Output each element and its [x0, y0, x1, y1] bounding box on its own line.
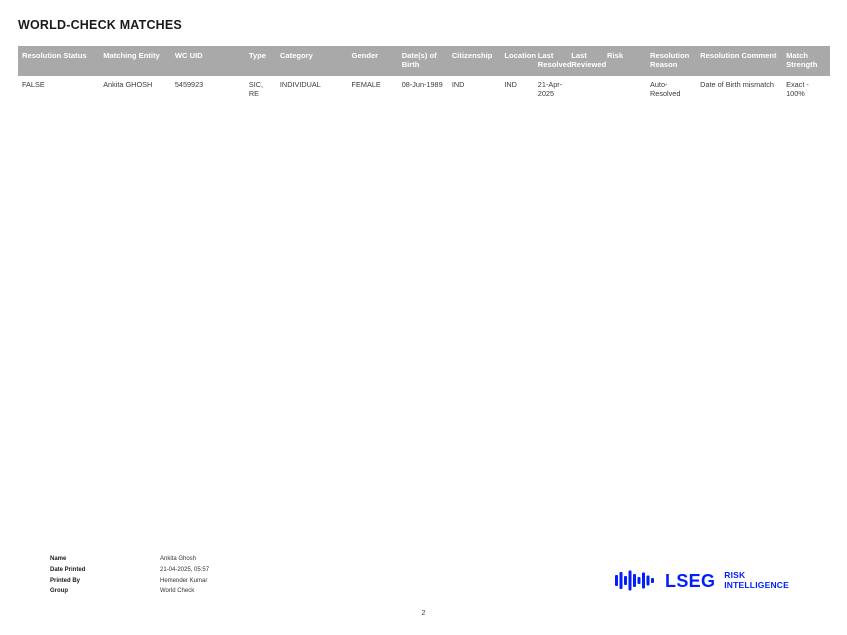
cell-matching-entity: Ankita GHOSH: [99, 76, 171, 105]
column-header-resolution-reason: Resolution Reason: [646, 46, 696, 76]
footer-value-date-printed: 21-04-2025, 05:57: [160, 566, 210, 573]
cell-category: INDIVIDUAL: [276, 76, 348, 105]
footer-label-printed-by: Printed By: [50, 577, 81, 584]
footer-label-group: Group: [50, 588, 68, 595]
footer-value-printed-by: Hemender Kumar: [160, 577, 208, 584]
column-header-type: Type: [245, 46, 276, 76]
lseg-wordmark: LSEG: [665, 571, 716, 591]
column-header-resolution-status: Resolution Status: [18, 46, 99, 76]
lseg-logo: [614, 570, 789, 592]
footer-row-printed-by: [50, 577, 209, 588]
lseg-emblem-icon: [614, 570, 658, 592]
table-row: [18, 76, 830, 105]
page-number: 2: [421, 608, 426, 617]
column-header-resolution-comment: Resolution Comment: [696, 46, 782, 76]
column-header-gender: Gender: [348, 46, 398, 76]
column-header-matching-entity: Matching Entity: [99, 46, 171, 76]
cell-risk: [603, 76, 646, 105]
column-header-location: Location: [500, 46, 533, 76]
cell-gender: FEMALE: [348, 76, 398, 105]
cell-resolution-comment: Date of Birth mismatch: [696, 76, 782, 105]
cell-wc-uid: 5459923: [171, 76, 245, 105]
cell-resolution-status: FALSE: [18, 76, 99, 105]
cell-citizenship: IND: [448, 76, 501, 105]
column-header-wc-uid: WC UID: [171, 46, 245, 76]
cell-type: SIC, RE: [245, 76, 276, 105]
footer-label-date-printed: Date Printed: [50, 566, 86, 573]
footer-value-group: World Check: [160, 588, 195, 595]
cell-resolution-reason: Auto-Resolved: [646, 76, 696, 105]
footer-value-name: Ankita Ghosh: [160, 556, 197, 562]
footer-metadata: [50, 555, 209, 598]
column-header-risk: Risk: [603, 46, 646, 76]
table-header-row: [18, 46, 830, 76]
column-header-last-reviewed: Last Reviewed: [567, 46, 603, 76]
table-body: [18, 76, 830, 105]
cell-last-resolved: 21-Apr-2025: [534, 76, 567, 105]
cell-last-reviewed: [567, 76, 603, 105]
footer-row-group: [50, 587, 209, 598]
footer-row-name: [50, 555, 209, 566]
cell-dob: 08-Jun-1989: [398, 76, 448, 105]
page-title: WORLD-CHECK MATCHES: [18, 18, 182, 32]
column-header-category: Category: [276, 46, 348, 76]
lseg-tagline-line1: RISK: [724, 570, 746, 581]
lseg-tagline-line2: INTELLIGENCE: [724, 580, 789, 590]
column-header-last-resolved: Last Resolved: [534, 46, 567, 76]
cell-match-strength: Exact - 100%: [782, 76, 830, 105]
column-header-dob: Date(s) of Birth: [398, 46, 448, 76]
table-header: [18, 46, 830, 76]
world-check-matches-table: [18, 46, 830, 105]
footer-row-date-printed: [50, 566, 209, 577]
cell-location: IND: [500, 76, 533, 105]
column-header-match-strength: Match Strength: [782, 46, 830, 76]
footer-label-name: Name: [50, 556, 67, 562]
column-header-citizenship: Citizenship: [448, 46, 501, 76]
lseg-tagline: [722, 571, 789, 590]
